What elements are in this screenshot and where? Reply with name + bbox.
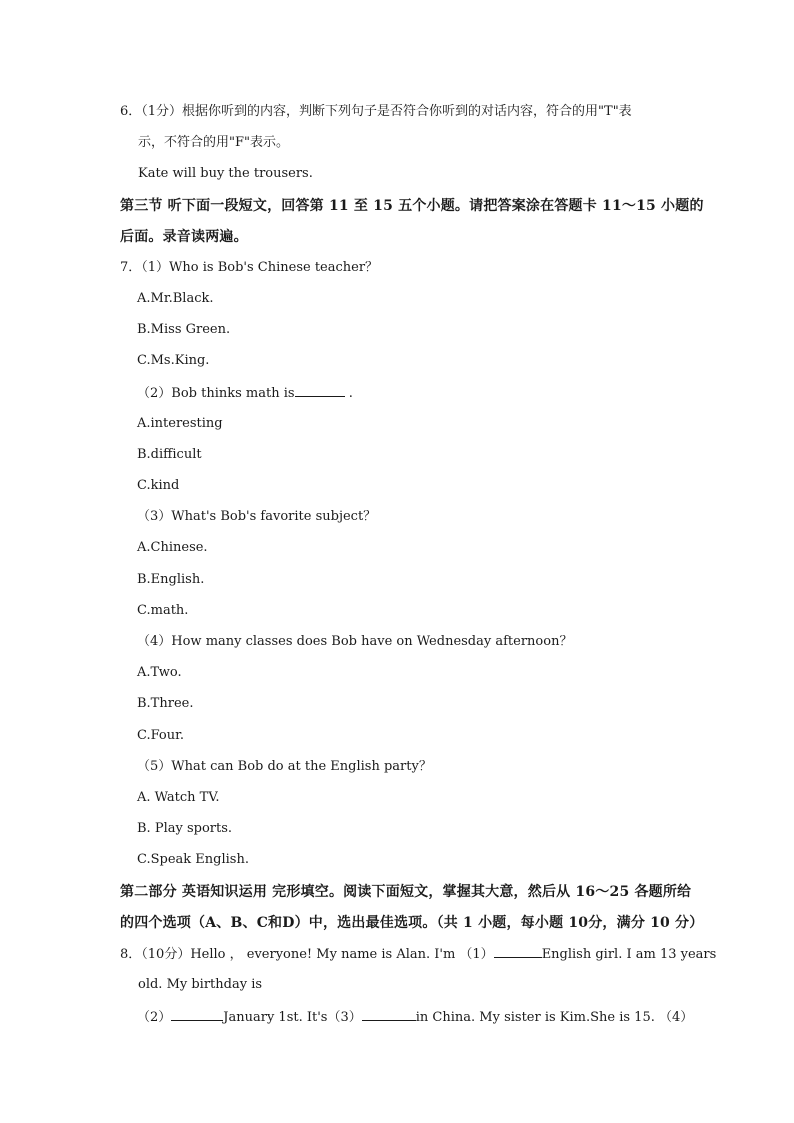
- q7-sub5-question: （5）What can Bob do at the English party？: [137, 759, 432, 774]
- q7-sub1-question: 7．（1）Who is Bob's Chinese teacher？: [120, 260, 379, 275]
- part2-heading-line1: 第二部分 英语知识运用 完形填空。阅读下面短文，掌握其大意，然后从 16～25 各题所给: [120, 884, 692, 900]
- q7-sub4-option-c: C.Four.: [137, 728, 185, 743]
- q8-line3-text-end: in China. My sister is Kim.She is 15. （4）: [415, 1010, 694, 1025]
- q7-sub3-option-a: A.Chinese.: [137, 540, 208, 555]
- q7-sub2-option-c: C.kind: [137, 478, 180, 493]
- q7-sub5-option-b: B. Play sports.: [137, 821, 233, 836]
- q7-sub2-question: [137, 384, 353, 403]
- q7-sub2-option-b: B.difficult: [137, 447, 202, 462]
- q8-line3-text-mid: January 1st. It's（3）: [223, 1010, 362, 1025]
- answer-blank: [494, 945, 542, 958]
- q7-sub3-option-c: C.math.: [137, 603, 189, 618]
- q7-sub1-option-a: A.Mr.Black.: [137, 291, 214, 306]
- q8-line3: [137, 1008, 693, 1027]
- part2-heading-line2: 的四个选项（A、B、C和D）中，选出最佳选项。（共 1 小题，每小题 10分，满分 10 分）: [120, 915, 704, 931]
- q7-sub1-option-c: C.Ms.King.: [137, 353, 210, 368]
- q7-sub4-option-b: B.Three.: [137, 696, 194, 711]
- q8-line3-text: （2）: [137, 1010, 172, 1025]
- q6-continuation: 示，不符合的用"F"表示。: [138, 135, 289, 150]
- q7-sub2-option-a: A.interesting: [137, 416, 223, 431]
- q7-sub5-option-c: C.Speak English.: [137, 852, 249, 867]
- q7-sub4-option-a: A.Two.: [137, 665, 182, 680]
- answer-blank: [295, 384, 345, 397]
- q7-sub2-question-end: .: [344, 386, 353, 401]
- answer-blank: [362, 1008, 416, 1021]
- q7-sub4-question: （4）How many classes does Bob have on Wednesday afternoon？: [137, 634, 573, 649]
- answer-blank: [171, 1008, 223, 1021]
- section3-heading-line2: 后面。录音读两遍。: [120, 229, 248, 245]
- section3-heading-line1: 第三节 听下面一段短文，回答第 11 至 15 五个小题。请把答案涂在答题卡 11～15 小题的: [120, 198, 704, 214]
- q6-sentence: Kate will buy the trousers.: [138, 166, 313, 181]
- q8-line1-text-end: English girl. I am 13 years: [541, 947, 717, 962]
- q7-sub1-option-b: B.Miss Green.: [137, 322, 231, 337]
- q7-sub2-question-text: （2）Bob thinks math is: [137, 386, 295, 401]
- q8-line1: [120, 945, 716, 964]
- q7-sub3-option-b: B.English.: [137, 572, 205, 587]
- q8-line2: old. My birthday is: [138, 977, 263, 992]
- q7-sub5-option-a: A. Watch TV.: [137, 790, 220, 805]
- q8-line1-text: 8．（10分）Hello ， everyone! My name is Alan. I'm （1）: [120, 947, 494, 962]
- q7-sub3-question: （3）What's Bob's favorite subject？: [137, 509, 377, 524]
- q6-head: 6．（1分）根据你听到的内容，判断下列句子是否符合你听到的对话内容，符合的用"T"表: [120, 104, 632, 119]
